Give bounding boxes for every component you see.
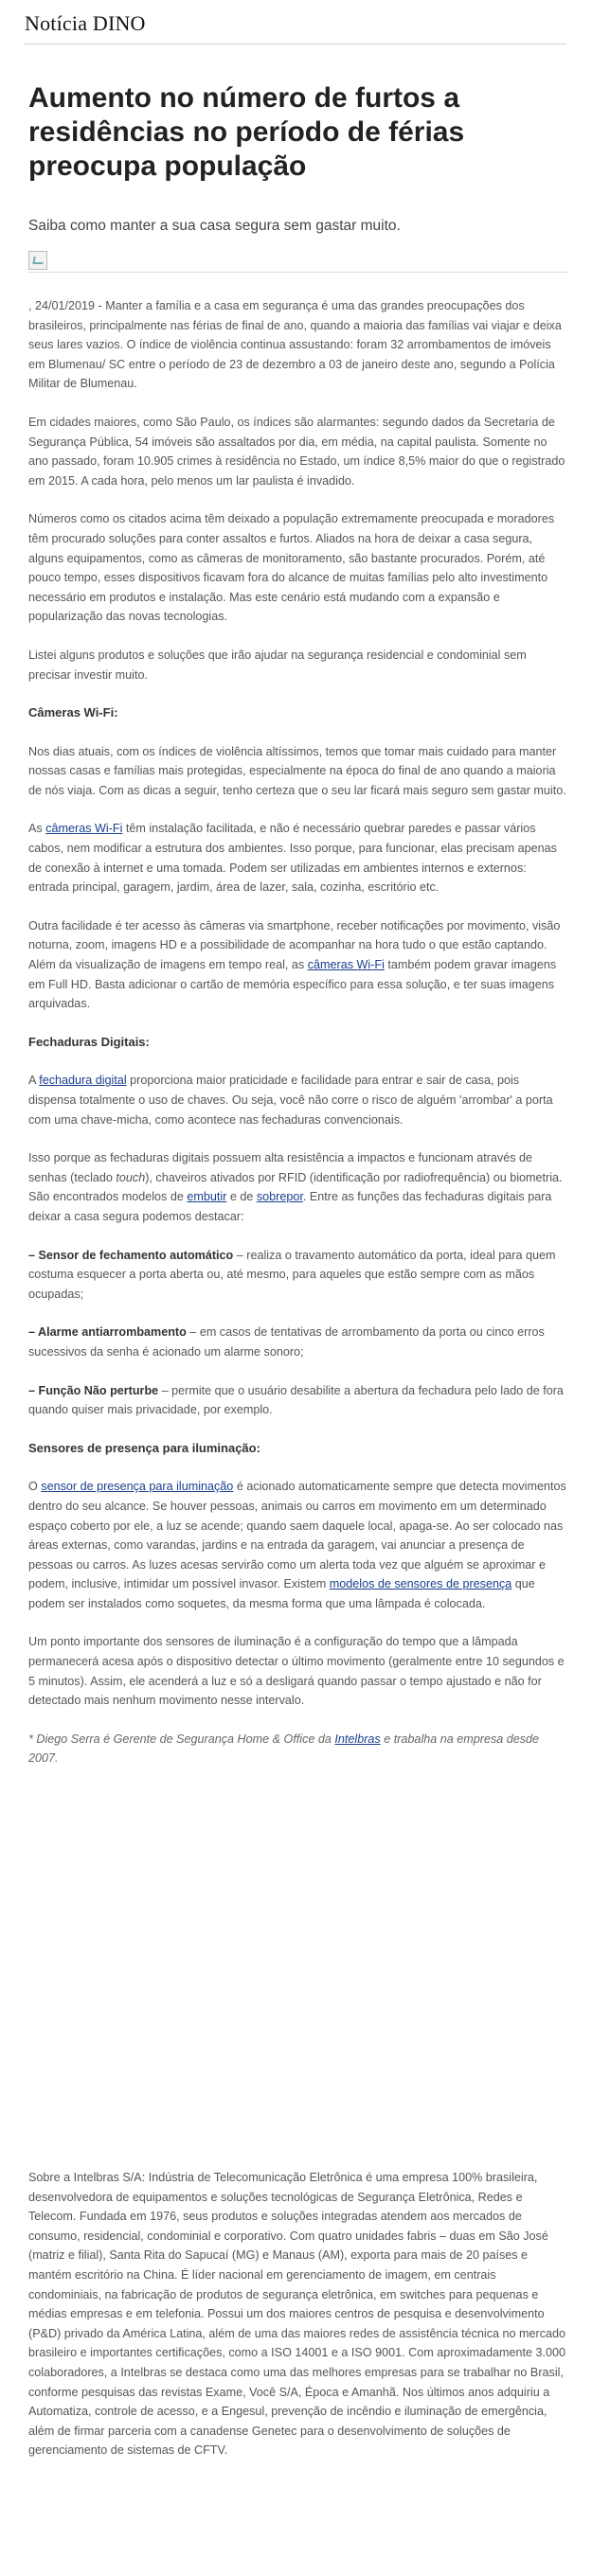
link-fechadura-digital[interactable]: fechadura digital [39, 1074, 127, 1088]
about-company [28, 2168, 568, 2461]
broken-image-icon [28, 251, 47, 270]
link-cameras-wifi[interactable]: câmeras Wi-Fi [45, 822, 123, 836]
section-heading-fechaduras: Fechaduras Digitais: [28, 1034, 150, 1049]
paragraph: Outra facilidade é ter acesso às câmeras via smartphone, receber notificações por movimento, visão noturna, zoom, imagens HD e a possibilidade de acompanhar na hora tudo o que estão captando. Além da visualização de imagens em tempo real, as câmeras Wi-Fi também podem gravar imagens em Full HD. Basta adicionar o cartão de memória específico para essa solução, e ter suas imagens arquivadas. [28, 918, 561, 1011]
author-note: * Diego Serra é Gerente de Segurança Home & Office da Intelbras e trabalha na empresa desde 2007. [28, 1732, 540, 1766]
link-intelbras[interactable]: Intelbras [334, 1732, 381, 1746]
link-cameras-wifi-2[interactable]: câmeras Wi-Fi [307, 958, 385, 972]
link-sensor-presenca[interactable]: sensor de presença para iluminação [41, 1480, 234, 1494]
paragraph: Listei alguns produtos e soluções que irão ajudar na segurança residencial e condominial sem precisar investir muito. [28, 648, 527, 682]
feature-item: – Sensor de fechamento automático – realiza o travamento automático da porta, ideal para quem costuma esquecer a porta aberta ou, até mesmo, para aqueles que estão sempre com as mãos ocupadas; [28, 1248, 556, 1301]
paragraph: Números como os citados acima têm deixado a população extremamente preocupada e moradores têm procurado soluções para conter assaltos e furtos. Aliados na hora de deixar a casa segura, alguns equipamentos, como as câmeras de monitoramento, são bastante procurados. Porém, até pouco tempo, esses dispositivos ficavam fora do alcance de muitas famílias pelo alto investimento necessário em produtos e instalação. Mas este cenário está mudando com a expansão e popularização das novas tecnologias. [28, 512, 555, 624]
site-brand: Notícia DINO [25, 11, 146, 35]
link-modelos-sensores[interactable]: modelos de sensores de presença [329, 1577, 512, 1591]
article-title: Aumento no número de furtos a residências no período de férias preocupa população [28, 82, 465, 182]
section-heading-cameras: Câmeras Wi-Fi: [28, 705, 118, 720]
paragraph: O sensor de presença para iluminação é acionado automaticamente sempre que detecta movimentos dentro do seu alcance. Se houver pessoas, animais ou carros em movimento em um determinado espaço coberto por ele, a luz se acende; quando saem daquele local, apaga-se. Ao ser colocado nas áreas externas, como varandas, jardins e na entrada da garagem, vai anunciar a presença de pessoas ou carros. As luzes acesas servirão como um alerta toda vez que alguém se aproximar e podem, inclusive, intimidar um possível invasor. Existem modelos de sensores de presença que podem ser instalados como soquetes, da mesma forma que uma lâmpada é colocada. [28, 1480, 566, 1610]
feature-item: – Alarme antiarrombamento – em casos de tentativas de arrombamento da porta ou cinco erros sucessivos da senha é acionado um alarme sonoro; [28, 1325, 545, 1359]
paragraph: As câmeras Wi-Fi têm instalação facilitada, e não é necessário quebrar paredes e passar vários cabos, nem modificar a estrutura dos ambientes. Isso porque, para funcionar, elas precisam apenas de conexão à internet e uma tomada. Podem ser utilizadas em ambientes internos e externos: entrada principal, garagem, jardim, área de lazer, sala, cozinha, escritório etc. [28, 822, 557, 895]
subtitle-divider [28, 272, 568, 273]
article-subtitle: Saiba como manter a sua casa segura sem gastar muito. [28, 218, 401, 234]
feature-item: – Função Não perturbe – permite que o usuário desabilite a abertura da fechadura pelo lado de fora quando quiser mais privacidade, por exemplo. [28, 1383, 564, 1417]
article-body [28, 296, 568, 1787]
paragraph: Um ponto importante dos sensores de iluminação é a configuração do tempo que a lâmpada permanecerá acesa após o dispositivo detectar o último movimento (geralmente entre 10 segundos e 5 minutos). Assim, ele acenderá a luz e só a desligará quando passar o tempo ajustado e não for detectado mais nenhum movimento nesse intervalo. [28, 1635, 565, 1708]
section-heading-sensores: Sensores de presença para iluminação: [28, 1440, 260, 1455]
link-sobrepor[interactable]: sobrepor [256, 1190, 303, 1204]
paragraph: , 24/01/2019 - Manter a família e a casa em segurança é uma das grandes preocupações dos brasileiros, principalmente nas férias de final de ano, quando a maioria das famílias vai viajar e deixa seus lares vazios. O índice de violência continua assustando: foram 32 arrombamentos de imóveis em Blumenau/ SC entre o período de 23 de dezembro a 03 de janeiro deste ano, segundo a Polícia Militar de Blumenau. [28, 299, 562, 391]
paragraph: Isso porque as fechaduras digitais possuem alta resistência a impactos e funcionam através de senhas (teclado touch), chaveiros ativados por RFID (identificação por radiofrequência) ou biometria. São encontrados modelos de embutir e de sobrepor. Entre as funções das fechaduras digitais para deixar a casa segura podemos destacar: [28, 1151, 563, 1223]
paragraph: A fechadura digital proporciona maior praticidade e facilidade para entrar e sair de casa, pois dispensa totalmente o uso de chaves. Ou seja, você não corre o risco de alguém 'arrombar' a porta com uma chave-micha, como acontece nas fechaduras convencionais. [28, 1074, 553, 1127]
link-embutir[interactable]: embutir [187, 1190, 227, 1204]
paragraph: Nos dias atuais, com os índices de violência altíssimos, temos que tomar mais cuidado para manter nossas casas e famílias mais protegidas, especialmente na época do final de ano quando a maioria de nós viaja. Com as dicas a seguir, tenho certeza que o seu lar ficará mais seguro sem gastar muito. [28, 744, 566, 797]
paragraph: Sobre a Intelbras S/A: Indústria de Telecomunicação Eletrônica é uma empresa 100% brasileira, desenvolvedora de equipamentos e soluções tecnológicas de Segurança Eletrônica, Redes e Telecom. Fundada em 1976, seus produtos e soluções integradas atendem aos mercados de consumo, residencial, condominial e corporativo. Com quatro unidades fabris – duas em São José (matriz e filial), Santa Rita do Sapucaí (MG) e Manaus (AM), exporta para mais de 20 países e mantém escritório na China. É líder nacional em gerenciamento de imagem, em centrais condominiais, na fabricação de produtos de segurança eletrônica, em switches para pequenas e médias empresas e em telefonia. Possui um dos maiores centros de pesquisa e desenvolvimento (P&D) privado da América Latina, além de uma das maiores redes de assistência técnica no mercado brasileiro e importantes certificações, como a ISO 14001 e a ISO 9001. Com aproximadamente 3.000 colaboradores, a Intelbras se destaca como uma das melhores empresas para se trabalhar no Brasil, conforme pesquisas das revistas Exame, Você S/A, Época e Amanhã. Nos últimos anos adquiriu a Automatiza, controle de acesso, e a Engesul, prevenção de incêndio e iluminação de emergência, além de firmar parceria com a canadense Genetec para o desenvolvimento de soluções de gerenciamento de sistemas de CFTV. [28, 2171, 566, 2458]
article-date: , 24/01/2019 - [28, 299, 102, 312]
paragraph: Em cidades maiores, como São Paulo, os índices são alarmantes: segundo dados da Secretaria de Segurança Pública, 54 imóveis são assaltados por dia, em média, na capital paulista. Somente no ano passado, foram 10.905 crimes à residência no Estado, um índice 8,5% maior do que o registrado em 2015. A cada hora, pelo menos um lar paulista é invadido. [28, 415, 565, 488]
